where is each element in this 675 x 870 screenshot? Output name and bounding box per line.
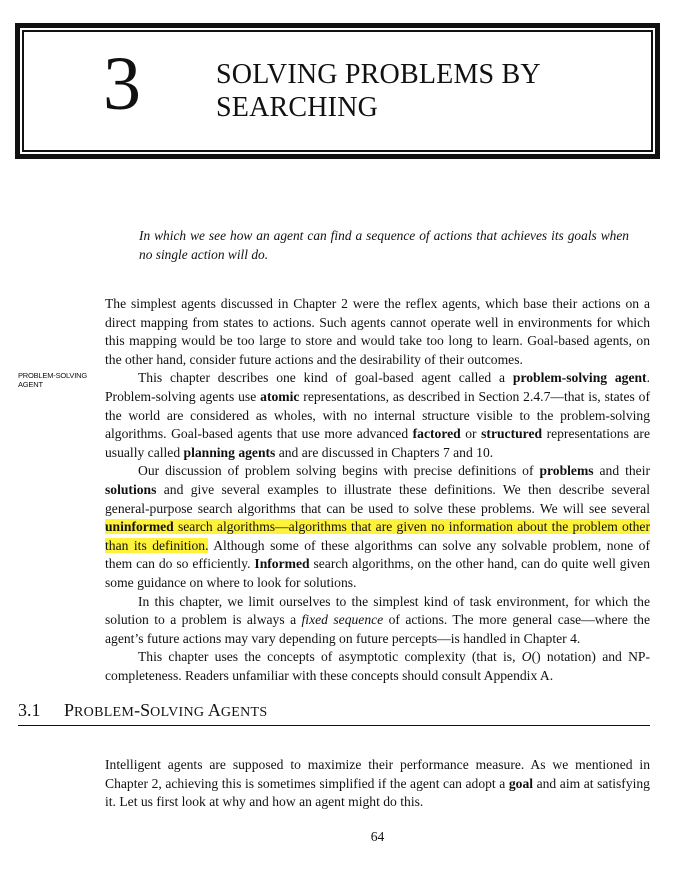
p4-text-a: In this chapter, we limit ourselves to the simplest kind of task environment, for which the solution to a problem is always a	[105, 593, 650, 628]
paragraph-3	[105, 462, 650, 592]
section-text-a: Intelligent agents are supposed to maximize their performance measure. As we mentioned in Chapter 2, achieving this is sometimes simplified if the agent can adopt a	[105, 757, 650, 791]
chapter-body	[105, 295, 650, 685]
term-informed: Informed	[254, 556, 310, 572]
p4-text-c: of actions. The more general case—where the agent’s future actions may vary depending on future percepts—is handled in Chapter 4.	[105, 612, 650, 646]
p3-text-c: and their	[593, 463, 650, 479]
section-number: 3.1	[18, 700, 41, 720]
term-problems: problems	[539, 463, 594, 479]
term-goal: goal	[508, 775, 534, 791]
section-text-c: and aim at satisfying it. Let us first look at why and how an agent might do this.	[105, 775, 650, 810]
p2-text-k: and are discussed in Chapters 7 and 10.	[275, 444, 494, 460]
margin-note-line1: PROBLEM-SOLVING	[18, 371, 87, 380]
section-title	[64, 700, 267, 720]
section-title-olving: OLVING	[150, 705, 205, 720]
p3-text-j: search algorithms, on the other hand, can do quite well given some guidance on where to look for solutions.	[105, 556, 651, 590]
p3-text-h: Although some of these algorithms can solve any solvable problem, none of them can do so efficiently.	[105, 537, 650, 572]
term-atomic: atomic	[260, 388, 300, 404]
paragraph-1: The simplest agents discussed in Chapter 2 were the reflex agents, which base their actions on a direct mapping from states to actions. Such agents cannot operate well in environments for which this mapping would be too large to store and would take too long to learn. Goal-based agents, on the other hand, consider future actions and the desirability of their outcomes.	[105, 296, 650, 367]
chapter-title	[216, 58, 541, 124]
paragraph-2	[105, 369, 650, 462]
margin-note-problem-solving-agent	[18, 371, 87, 389]
section-body	[105, 756, 650, 812]
section-title-s: S	[140, 700, 151, 720]
p2-text-i: representations are usually called	[105, 426, 650, 460]
chapter-title-line1: SOLVING PROBLEMS BY	[216, 59, 541, 90]
term-problem-solving-agent: problem-solving agent	[512, 370, 647, 386]
p3-text-g: search algorithms—algorithms that are given no information about the problem other than its definition.	[105, 519, 650, 553]
term-planning-agents: planning agents	[183, 444, 276, 460]
paragraph-5	[105, 648, 650, 685]
chapter-title-line2: SEARCHING	[216, 92, 379, 123]
margin-note-line2: AGENT	[18, 380, 43, 389]
p2-text-c: . Problem-solving agents use	[105, 370, 650, 404]
p3-text-a: Our discussion of problem solving begins with precise definitions of	[138, 463, 540, 479]
p5-text-a: This chapter uses the concepts of asymptotic complexity (that is,	[138, 649, 522, 665]
term-factored: factored	[412, 426, 461, 442]
p3-text-e: and give several examples to illustrate these definitions. We then describe several general-purpose search algorithms that can be used to solve these problems. We will see several	[105, 481, 650, 516]
p5-text-c: () notation) and NP-completeness. Readers unfamiliar with these concepts should consult Appendix A.	[105, 649, 650, 683]
section-title-dash: -	[134, 700, 141, 720]
paragraph-4	[105, 593, 650, 649]
term-structured: structured	[481, 426, 543, 442]
p2-text-g: or	[460, 426, 482, 442]
p2-text-a: This chapter describes one kind of goal-based agent called a	[138, 370, 513, 386]
section-title-gents: GENTS	[220, 705, 268, 720]
term-fixed-sequence: fixed sequence	[301, 612, 384, 628]
section-title-p: P	[64, 700, 75, 720]
page-number: 64	[370, 829, 385, 844]
section-title-roblem: ROBLEM	[74, 705, 135, 720]
term-uninformed: uninformed	[105, 519, 174, 535]
p2-text-e: representations, as described in Section 2.4.7—that is, states of the world are considered as wholes, with no internal structure visible to the problem-solving algorithms. Goal-based agents that use more advanced	[105, 388, 650, 442]
section-paragraph-1	[105, 756, 650, 812]
section-title-a: A	[207, 700, 221, 720]
big-o-symbol: O	[521, 649, 532, 665]
term-solutions: solutions	[105, 481, 157, 497]
section-heading	[18, 699, 650, 726]
chapter-number: 3	[103, 42, 141, 126]
chapter-epigraph: In which we see how an agent can find a sequence of actions that achieves its goals when no single action will do.	[139, 228, 629, 262]
